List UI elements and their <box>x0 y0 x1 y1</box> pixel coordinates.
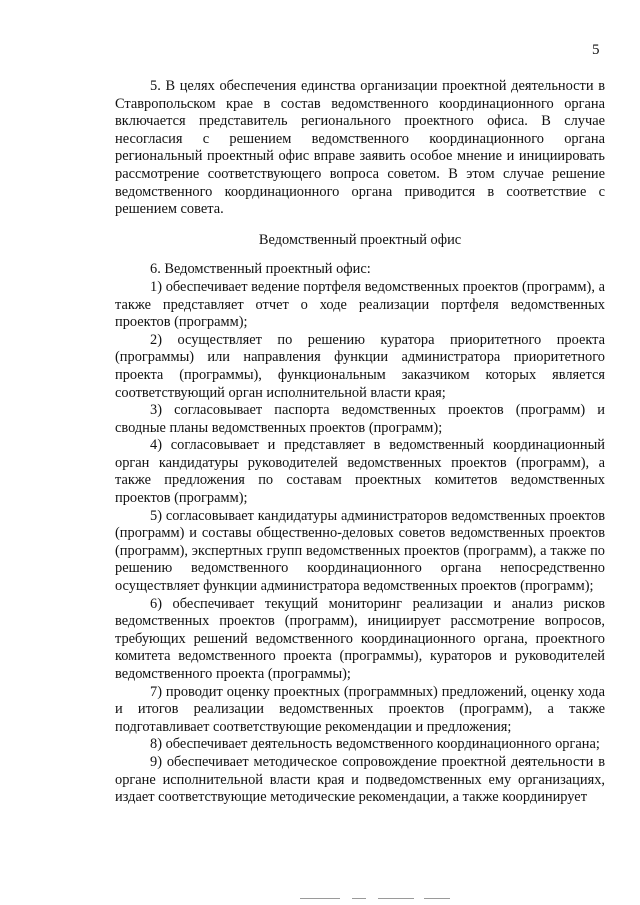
scan-mark <box>378 898 414 899</box>
document-body <box>115 78 605 807</box>
duty-item-4: 4) согласовывает и представляет в ведомственный координационный орган кандидатуры руководителей ведомственных проектов (программ), а также предложения по составам проектных комитетов ведомственных проектов (программ); <box>115 437 605 507</box>
duty-item-7: 7) проводит оценку проектных (программных) предложений, оценку хода и итогов реализации ведомственных проектов (программ), а также подготавливает соответствующие рекомендации и предложения; <box>115 683 605 735</box>
scan-mark <box>300 898 340 899</box>
duty-item-2: 2) осуществляет по решению куратора приоритетного проекта (программы) или направления функции администратора приоритетного проекта (программы), функциональным заказчиком которых является соответствующий орган исполнительной власти края; <box>115 331 605 401</box>
paragraph-6-intro: 6. Ведомственный проектный офис: <box>150 261 371 278</box>
duty-item-8: 8) обеспечивает деятельность ведомственного координационного органа; <box>150 736 600 753</box>
page-number: 5 <box>592 42 600 58</box>
section-heading: Ведомственный проектный офис <box>258 231 462 248</box>
duties-list <box>115 279 605 807</box>
duty-item-6: 6) обеспечивает текущий мониторинг реализации и анализ рисков ведомственных проектов (программ), инициирует рассмотрение вопросов, требующих решений ведомственного координационного органа, проектного комитета ведомственного проекта (программы), кураторов и руководителей ведомственного проекта (программы); <box>115 595 605 682</box>
duty-item-9: 9) обеспечивает методическое сопровождение проектной деятельности в органе исполнительной власти края и подведомственных ему организациях, издает соответствующие методические рекомендации, а также координирует <box>115 753 605 806</box>
duty-item-5: 5) согласовывает кандидатуры администраторов ведомственных проектов (программ) и составы общественно-деловых советов ведомственных проектов (программ), экспертных групп ведомственных проектов (программ), а также по решению ведомственного координационного органа непосредственно осуществляет функции администратора ведомственных проектов (программ); <box>115 507 605 595</box>
duty-item-3: 3) согласовывает паспорта ведомственных проектов (программ) и сводные планы ведомственных проектов (программ); <box>115 402 605 436</box>
scan-mark <box>352 898 366 899</box>
duty-item-1: 1) обеспечивает ведение портфеля ведомственных проектов (программ), а также представляет отчет о ходе реализации портфеля ведомственных проектов (программ); <box>115 278 605 331</box>
scan-artifact-marks <box>300 898 460 900</box>
scan-mark <box>424 898 450 899</box>
paragraph-5: 5. В целях обеспечения единства организации проектной деятельности в Ставропольском крае в состав ведомственного координационного органа включается представитель регионального проектного офиса. В случае несогласия с решением ведомственного координационного органа региональный проектный офис вправе заявить особое мнение и инициировать рассмотрение соответствующего вопроса советом. В этом случае решение ведомственного координационного органа приводится в соответствие с решением совета. <box>115 78 605 218</box>
